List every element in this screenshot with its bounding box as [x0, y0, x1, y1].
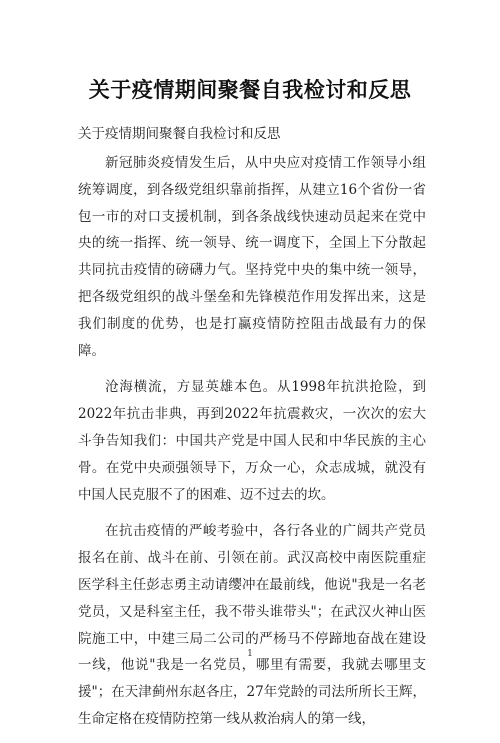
paragraph: 新冠肺炎疫情发生后，从中央应对疫情工作领导小组统筹调度，到各级党组织靠前指挥，从建立16个省份一省包一市的对口支援机制，到各条战线快速动员起来在党中央的统一指挥、统一领导、统一调度下，全国上下分散起共同抗击疫情的磅礴力气。坚持党中央的集中统一领导，把各级党组织的战斗堡垒和先锋模范作用发挥出来，这是我们制度的优势，也是打赢疫情防控阻击战最有力的保障。 — [78, 155, 426, 359]
page-number: 1 — [247, 649, 253, 659]
document-title: 关于疫情期间聚餐自我检讨和反思 — [88, 77, 412, 102]
paragraph: 在抗击疫情的严峻考验中，各行各业的广阔共产党员报名在前、战斗在前、引领在前。武汉高校中南医院重症医学科主任彭志勇主动请缨冲在最前线，他说"我是一名老党员，又是科室主任，我不带头谁带头"；在武汉火神山医院施工中，中建三局二公司的严杨马不停蹄地奋战在建设一线，他说"我是一名党员，哪里有需要，我就去哪里支援"；在天津蓟州东赵各庄，27年党龄的司法所所长王辉，生命定格在疫情防控第一线从救治病人的第一线， — [78, 523, 426, 727]
document-subtitle: 关于疫情期间聚餐自我检讨和反思 — [78, 126, 281, 142]
paragraph: 沧海横流，方显英雄本色。从1998年抗洪抢险，到2022年抗击非典，再到2022年抗震救灾，一次次的宏大斗争告知我们：中国共产党是中国人民和中华民族的主心骨。在党中央顽强领导下，万众一心，众志成城，就没有中国人民克服不了的困难、迈不过去的坎。 — [78, 379, 426, 503]
